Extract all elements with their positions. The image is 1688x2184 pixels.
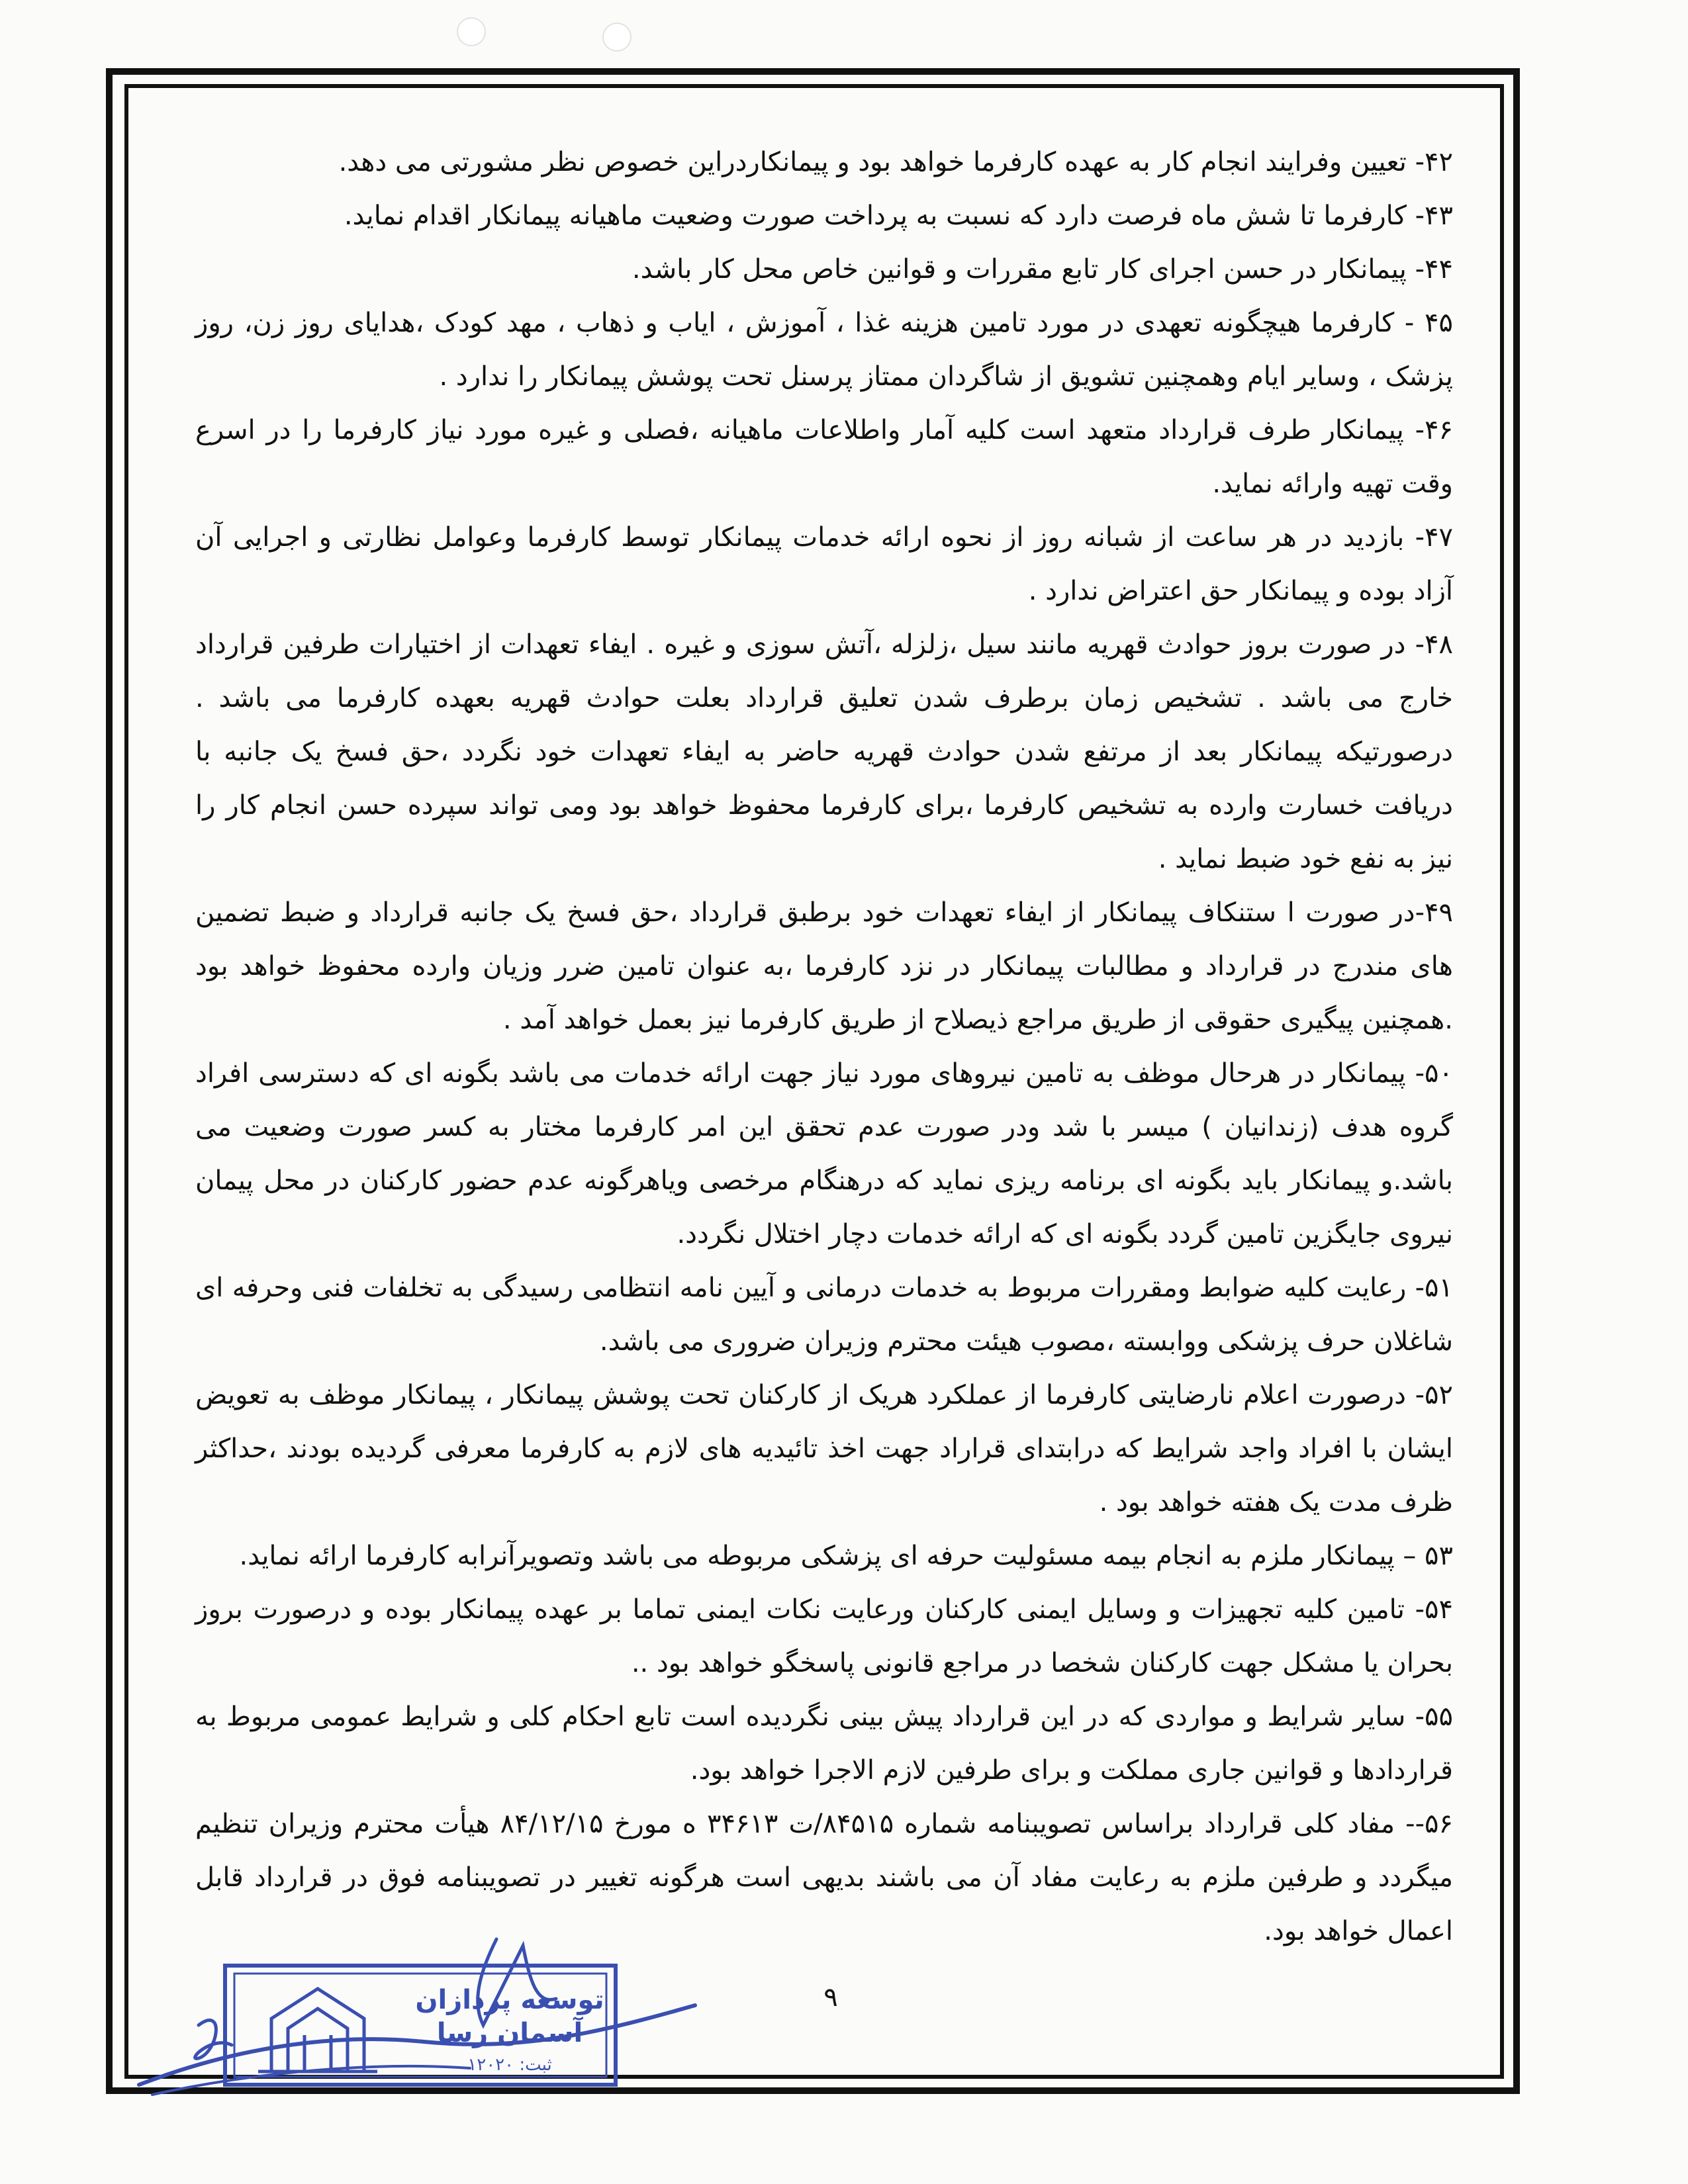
- clause-47: ۴۷- بازدید در هر ساعت از شبانه روز از نحوه ارائه خدمات پیمانکار توسط کارفرما وعوامل نظارتی و اجرایی آن آزاد بوده و پیمانکار حق اعتراض ندارد .: [195, 522, 1453, 606]
- punch-hole: [457, 17, 486, 46]
- clause-55: ۵۵- سایر شرایط و مواردی که در این قرارداد پیش بینی نگردیده است تابع احکام کلی و شرایط عمومی مربوط به قراردادها و قوانین جاری مملکت و برای طرفین لازم الاجرا خواهد بود.: [195, 1702, 1453, 1786]
- clause-44: ۴۴- پیمانکار در حسن اجرای کار تابع مقررات و قوانین خاص محل کار باشد.: [632, 254, 1453, 285]
- building-logo-icon: [258, 1989, 377, 2071]
- clause-48: ۴۸- در صورت بروز حوادث قهریه مانند سیل ،زلزله ،آتش سوزی و غیره . ایفاء تعهدات از اختیارات طرفین قرارداد خارج می باشد . تشخیص زمان برطرف شدن تعلیق قرارداد بعلت حوادث قهریه بعهده کارفرما می باشد . درصورتیکه پیمانکار بعد از مرتفع شدن حوادث قهریه حاضر به ایفاء تعهدات خود نگردد ،حق فسخ یک جانبه با دریافت خسارت وارده به تشخیص کارفرما ،برای کارفرما محفوظ خواهد بود ومی تواند سپرده حسن انجام کار را نیز به نفع خود ضبط نماید .: [195, 629, 1453, 874]
- svg-text:ثبت: ۱۲۰۲۰: ثبت: ۱۲۰۲۰: [467, 2055, 552, 2075]
- contract-clauses: [195, 136, 1453, 1958]
- svg-text:توسعه پردازان: توسعه پردازان: [415, 1985, 604, 2015]
- clause-52: ۵۲- درصورت اعلام نارضایتی کارفرما از عملکرد هریک از کارکنان تحت پوشش پیمانکار ، پیمانکار موظف به تعویض ایشان با افراد واجد شرایط که درابتدای قراراد جهت اخذ تائیدیه های لازم به کارفرما معرفی گردیده بودند ،حداکثر ظرف مدت یک هفته خواهد بود .: [195, 1380, 1453, 1518]
- clause-53: ۵۳ – پیمانکار ملزم به انجام بیمه مسئولیت حرفه ای پزشکی مربوطه می باشد وتصویرآنرابه کارفرما ارائه نماید.: [239, 1541, 1453, 1571]
- page-number: ۹: [823, 1982, 838, 2013]
- clause-56: ۵۶-- مفاد کلی قرارداد براساس تصویبنامه شماره ۸۴۵۱۵/ت ۳۴۶۱۳ ه مورخ ۸۴/۱۲/۱۵ هیأت محترم وزیران تنظیم میگردد و طرفین ملزم به رعایت مفاد آن می باشند بدیهی است هرگونه تغییر در تصویبنامه فوق در قرارداد قابل اعمال خواهد بود.: [195, 1809, 1454, 1946]
- clause-43: ۴۳- کارفرما تا شش ماه فرصت دارد که نسبت به پرداخت صورت وضعیت ماهیانه پیمانکار اقدام نماید.: [344, 201, 1453, 231]
- clause-46: ۴۶- پیمانکار طرف قرارداد متعهد است کلیه آمار واطلاعات ماهیانه ،فصلی و غیره مورد نیاز کارفرما را در اسرع وقت تهیه وارائه نماید.: [195, 415, 1453, 499]
- clause-42: ۴۲- تعیین وفرایند انجام کار به عهده کارفرما خواهد بود و پیمانکاردراین خصوص نظر مشورتی می دهد.: [338, 147, 1453, 177]
- clause-51: ۵۱- رعایت کلیه ضوابط ومقررات مربوط به خدمات درمانی و آیین نامه انتظامی رسیدگی به تخلفات فنی وحرفه ای شاغلان حرف پزشکی ووابسته ،مصوب هیئت محترم وزیران ضروری می باشد.: [195, 1273, 1453, 1357]
- clause-49: ۴۹-در صورت ا ستنکاف پیمانکار از ایفاء تعهدات خود برطبق قرارداد ،حق فسخ یک جانبه قرارداد و ضبط تضمین های مندرج در قرارداد و مطالبات پیمانکار در نزد کارفرما ،به عنوان تامین ضرر وزیان وارده محفوظ خواهد بود .همچنین پیگیری حقوقی از طریق مراجع ذیصلاح از طریق کارفرما نیز بعمل خواهد آمد .: [195, 897, 1453, 1035]
- clause-50: ۵۰- پیمانکار در هرحال موظف به تامین نیروهای مورد نیاز جهت ارائه خدمات می باشد بگونه ای که دسترسی افراد گروه هدف (زندانیان ) میسر با شد ودر صورت عدم تحقق این امر کارفرما مختار به کسر صورت وضعیت می باشد.و پیمانکار باید بگونه ای برنامه ریزی نماید که درهنگام مرخصی ویاهرگونه عدم حضور کارکنان در محل پیمان نیروی جایگزین تامین گردد بگونه ای که ارائه خدمات دچار اختلال نگردد.: [195, 1058, 1453, 1250]
- company-stamp: [218, 1959, 622, 2091]
- punch-hole: [602, 23, 632, 52]
- clause-45: ۴۵ - کارفرما هیچگونه تعهدی در مورد تامین هزینه غذا ، آموزش ، ایاب و ذهاب ، مهد کودک ،هدایای روز زن، روز پزشک ، وسایر ایام وهمچنین تشویق از شاگردان ممتاز پرسنل تحت پوشش پیمانکار را ندارد .: [195, 308, 1453, 392]
- clause-54: ۵۴- تامین کلیه تجهیزات و وسایل ایمنی کارکنان ورعایت نکات ایمنی تماما بر عهده پیمانکار بوده و درصورت بروز بحران یا مشکل جهت کارکنان شخصا در مراجع قانونی پاسخگو خواهد بود ..: [195, 1594, 1453, 1678]
- svg-text:آسمان رسا: آسمان رسا: [436, 2018, 583, 2048]
